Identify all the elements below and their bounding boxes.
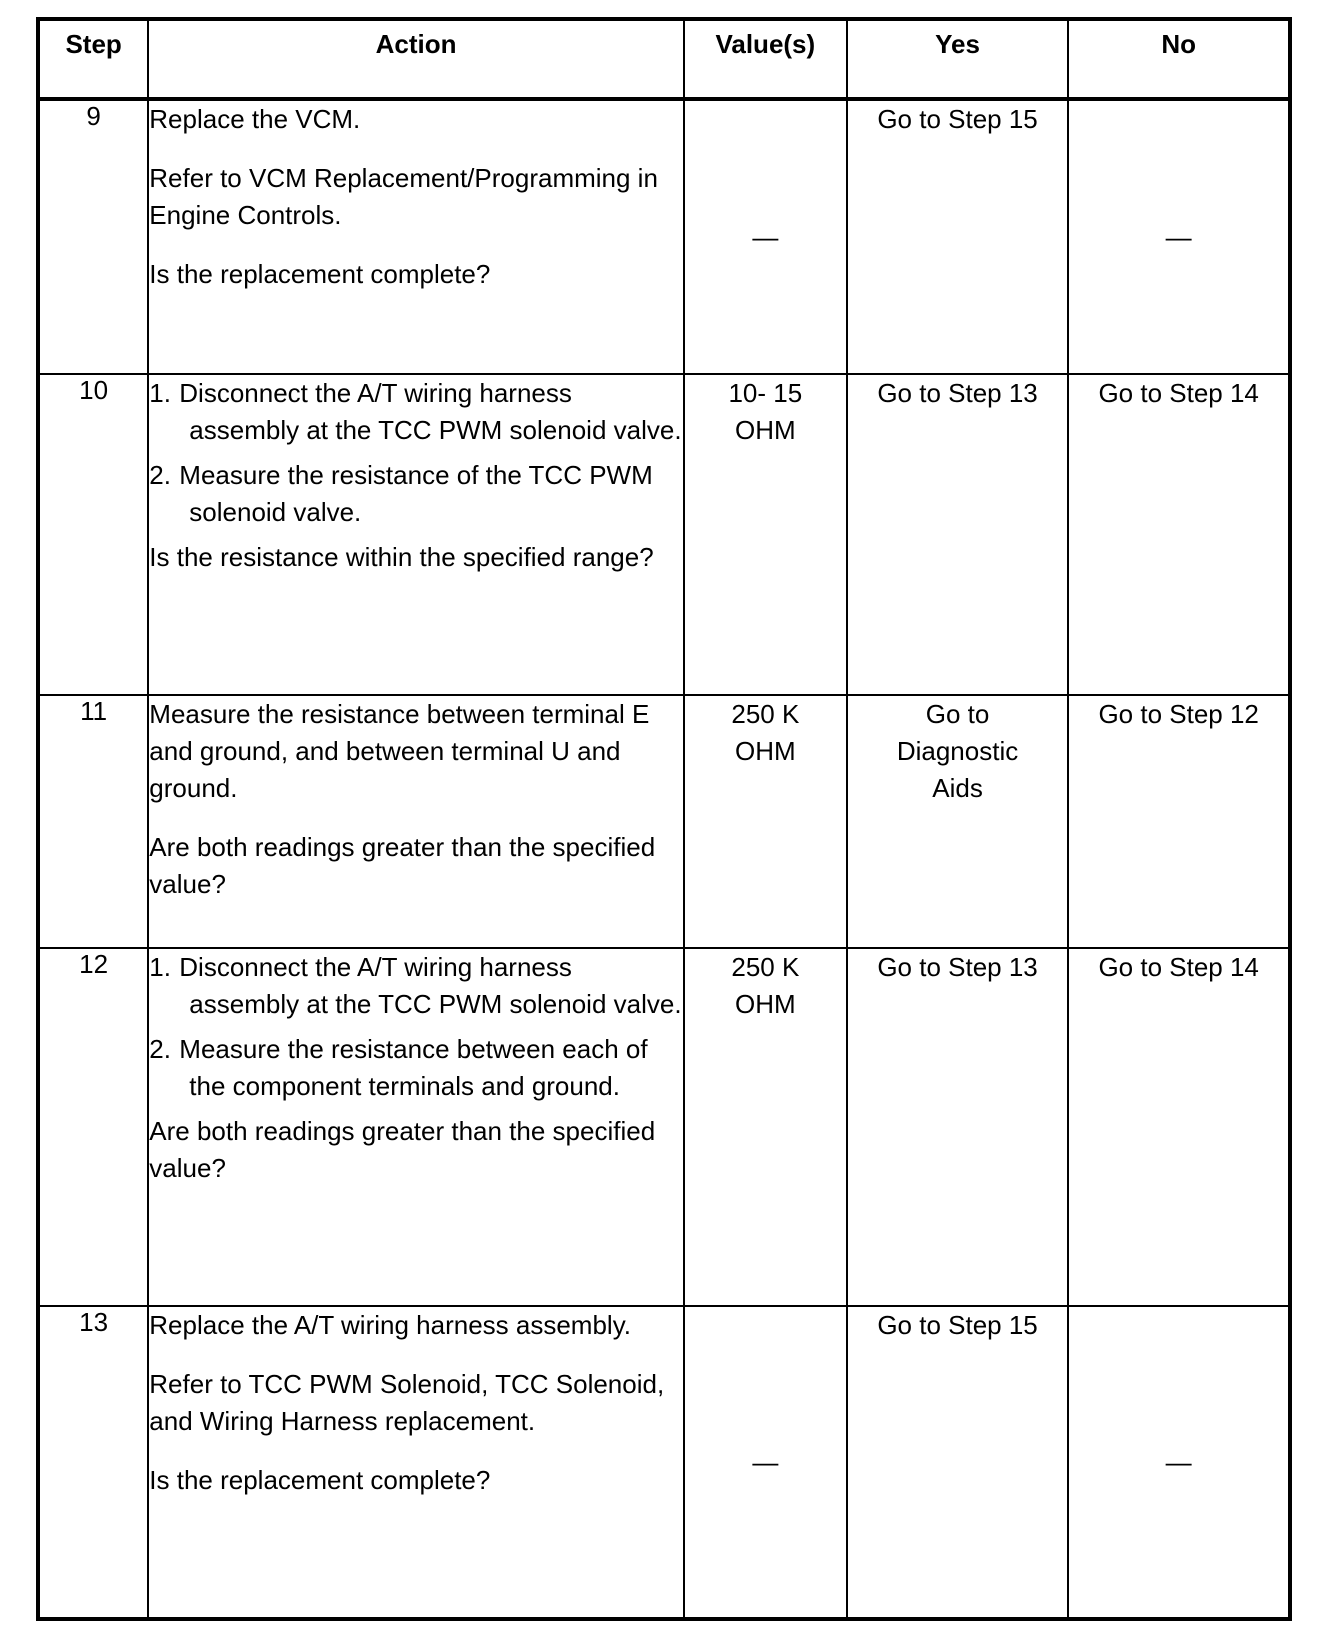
table-row bbox=[38, 1306, 1290, 1619]
action-question: Is the replacement complete? bbox=[149, 259, 491, 289]
yes-link[interactable]: Go to Step 13 bbox=[877, 378, 1038, 409]
action-cell bbox=[148, 99, 684, 374]
value-cell bbox=[684, 695, 847, 947]
step-number: 9 bbox=[38, 99, 148, 374]
yes-link[interactable] bbox=[848, 696, 1068, 807]
table-row bbox=[38, 695, 1290, 947]
header-row bbox=[38, 19, 1290, 99]
action-list bbox=[149, 949, 683, 1105]
no-cell bbox=[1068, 374, 1290, 695]
action-cell bbox=[148, 695, 684, 947]
action-list bbox=[149, 375, 683, 531]
step-number: 13 bbox=[38, 1306, 148, 1619]
yes-link-line: Diagnostic bbox=[896, 736, 1019, 767]
value-unit: OHM bbox=[735, 736, 796, 767]
header-values: Value(s) bbox=[684, 19, 847, 99]
step-number: 12 bbox=[38, 948, 148, 1307]
value-cell bbox=[684, 374, 847, 695]
no-link[interactable]: Go to Step 14 bbox=[1098, 951, 1259, 982]
value-range: 10- 15 bbox=[728, 378, 803, 409]
step-number: 10 bbox=[38, 374, 148, 695]
value-cell bbox=[684, 948, 847, 1307]
dash-placeholder: — bbox=[1165, 1446, 1192, 1477]
no-link[interactable]: Go to Step 14 bbox=[1098, 378, 1259, 409]
action-cell bbox=[148, 374, 684, 695]
dash-placeholder: — bbox=[752, 221, 779, 252]
value-unit: OHM bbox=[735, 415, 796, 446]
no-cell bbox=[1068, 695, 1290, 947]
header-yes: Yes bbox=[847, 19, 1069, 99]
action-item: 1. Disconnect the A/T wiring harness assembly at the TCC PWM solenoid valve. bbox=[149, 951, 682, 1019]
action-question: Are both readings greater than the specified value? bbox=[149, 832, 656, 900]
yes-cell bbox=[847, 948, 1069, 1307]
table-row bbox=[38, 99, 1290, 374]
yes-cell bbox=[847, 1306, 1069, 1619]
no-cell bbox=[1068, 948, 1290, 1307]
no-link[interactable]: Go to Step 12 bbox=[1098, 699, 1259, 730]
action-question: Is the replacement complete? bbox=[149, 1465, 491, 1496]
yes-cell bbox=[847, 695, 1069, 947]
value-range: 250 K bbox=[731, 951, 800, 982]
header-no: No bbox=[1068, 19, 1290, 99]
action-item: 2. Measure the resistance of the TCC PWM solenoid valve. bbox=[149, 460, 653, 528]
header-step: Step bbox=[38, 19, 148, 99]
yes-link[interactable]: Go to Step 15 bbox=[877, 1310, 1038, 1341]
dash-placeholder: — bbox=[752, 1446, 779, 1477]
table-row bbox=[38, 374, 1290, 695]
action-text: Measure the resistance between terminal E and ground, and between terminal U and ground. bbox=[149, 699, 650, 804]
dash-placeholder: — bbox=[1165, 221, 1192, 252]
value-range: 250 K bbox=[731, 699, 800, 730]
yes-cell bbox=[847, 99, 1069, 374]
diagnostic-table bbox=[36, 17, 1292, 1621]
action-question: Are both readings greater than the specified value? bbox=[149, 1115, 656, 1183]
action-item: 1. Disconnect the A/T wiring harness assembly at the TCC PWM solenoid valve. bbox=[149, 378, 682, 446]
header-action: Action bbox=[148, 19, 684, 99]
value-cell bbox=[684, 1306, 847, 1619]
action-text: Refer to TCC PWM Solenoid, TCC Solenoid, and Wiring Harness replacement. bbox=[149, 1369, 665, 1437]
no-cell bbox=[1068, 1306, 1290, 1619]
action-cell bbox=[148, 948, 684, 1307]
action-text: Refer to VCM Replacement/Programming in Engine Controls. bbox=[149, 163, 658, 230]
yes-link[interactable]: Go to Step 15 bbox=[877, 104, 1038, 134]
action-cell bbox=[148, 1306, 684, 1619]
step-number: 11 bbox=[38, 695, 148, 947]
action-text: Replace the VCM. bbox=[149, 104, 361, 134]
yes-link-line: Go to bbox=[925, 699, 990, 730]
yes-link-line: Aids bbox=[932, 773, 983, 804]
yes-link[interactable]: Go to Step 13 bbox=[877, 951, 1038, 982]
action-text: Replace the A/T wiring harness assembly. bbox=[149, 1310, 631, 1341]
value-unit: OHM bbox=[735, 988, 796, 1019]
action-item: 2. Measure the resistance between each of the component terminals and ground. bbox=[149, 1033, 648, 1101]
no-cell bbox=[1068, 99, 1290, 374]
value-cell bbox=[684, 99, 847, 374]
table-row bbox=[38, 948, 1290, 1307]
action-question: Is the resistance within the specified range? bbox=[149, 542, 654, 573]
yes-cell bbox=[847, 374, 1069, 695]
